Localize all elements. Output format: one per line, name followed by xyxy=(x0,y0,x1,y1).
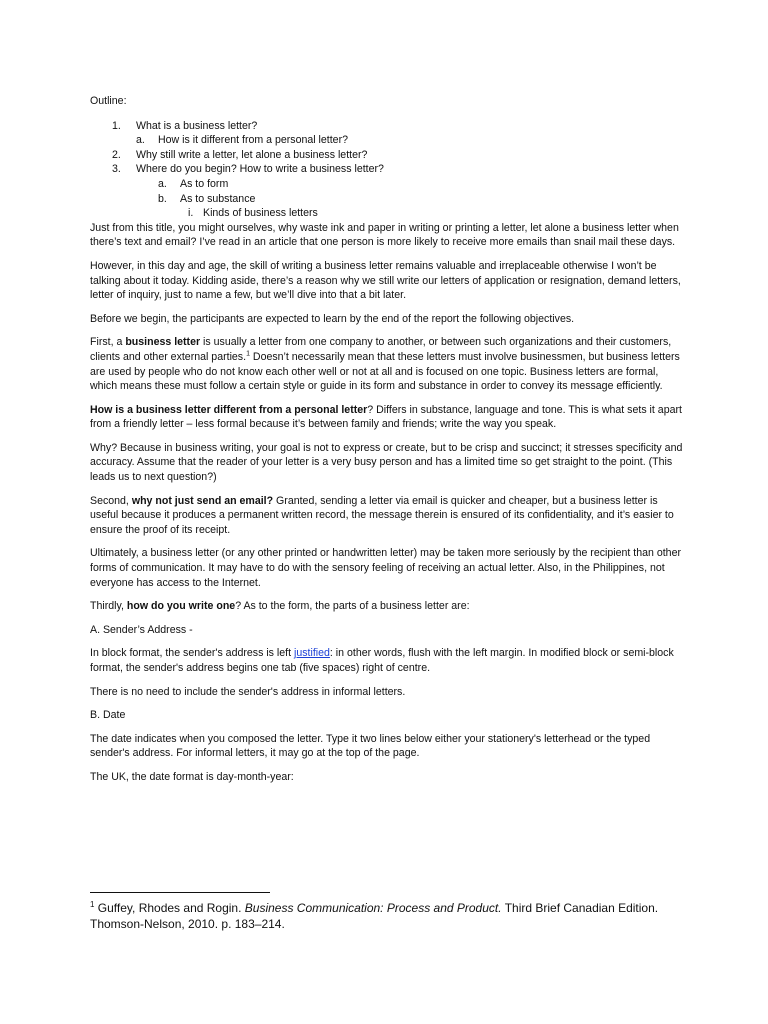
section-heading-date: B. Date xyxy=(90,709,126,722)
paragraph-objectives: Before we begin, the participants are expected to learn by the end of the report the following objectives. xyxy=(90,312,575,325)
outline-text: As to form xyxy=(180,177,229,190)
text-run: Thirdly, xyxy=(90,600,127,613)
document-page xyxy=(90,94,684,794)
paragraph-why: Why? Because in business writing, your goal is not to express or create, but to be crisp and succinct; it stresses specificity and accuracy. Assume that the reader of your letter is a very busy person and has a limited time so get straight to the point. (This leads us to next question?) xyxy=(90,441,683,484)
text-run: ? As to the form, the parts of a business letter are: xyxy=(235,600,470,613)
text-run: First, a xyxy=(90,336,126,349)
paragraph-date-indicates: The date indicates when you composed the letter. Type it two lines below either your stationery's letterhead or the typed sender's address. For informal letters, it may go at the top of the page. xyxy=(90,732,651,760)
footnote-separator xyxy=(90,892,270,893)
outline-list xyxy=(90,119,684,221)
outline-item xyxy=(90,133,684,148)
paragraph-second xyxy=(90,494,684,538)
outline-number: a. xyxy=(158,177,167,190)
text-run: Second, xyxy=(90,494,132,507)
outline-item xyxy=(90,177,684,192)
outline-number: i. xyxy=(188,207,194,220)
paragraph-no-need: There is no need to include the sender's address in informal letters. xyxy=(90,685,406,698)
footnote-number: 1 xyxy=(90,900,95,909)
justified-link[interactable]: justified xyxy=(294,647,330,660)
outline-text: How is it different from a personal letter? xyxy=(158,134,348,147)
paragraph-however: However, in this day and age, the skill of writing a business letter remains valuable and irreplaceable otherwise I won’t be talking about it today. Kidding aside, there’s a reason why we still write our letters of application or resignation, demand letters, letter of inquiry, just to name a few, but we’ll dive into that a bit later. xyxy=(90,259,681,302)
bold-term: How is a business letter different from a personal letter xyxy=(90,403,368,416)
paragraph-first xyxy=(90,335,684,393)
outline-number: 1. xyxy=(112,119,121,132)
outline-text: Kinds of business letters xyxy=(203,207,318,220)
outline-item xyxy=(90,192,684,207)
outline-item xyxy=(90,162,684,177)
outline-item xyxy=(90,148,684,163)
paragraph-block-format xyxy=(90,646,684,675)
footnote-book-title: Business Communication: Process and Product. xyxy=(244,901,502,915)
text-run: is usually a letter from one company to another, or between such organizations and their customers, clients and other external parties. xyxy=(90,336,672,363)
footnote-authors: Guffey, Rhodes and Rogin. xyxy=(94,901,245,915)
outline-item xyxy=(90,206,684,221)
footnote-ref[interactable]: 1 xyxy=(246,350,250,358)
outline-number: 3. xyxy=(112,163,121,176)
text-run: ? Differs in substance, language and tone. This is what sets it apart from a friendly letter – less formal because it’s between family and friends; write the way you speak. xyxy=(90,403,682,431)
outline-item xyxy=(90,119,684,134)
outline-number: 2. xyxy=(112,148,121,161)
outline-number: b. xyxy=(158,192,167,205)
text-run: : in other words, flush with the left margin. In modified block or semi-block format, the sender's address begins one tab (five spaces) right of centre. xyxy=(90,647,674,674)
outline-text: Where do you begin? How to write a business letter? xyxy=(136,163,384,176)
footnote xyxy=(90,901,690,932)
text-run: Doesn’t necessarily mean that these letters must involve businessmen, but business letters are used by people who do not know each other well or not at all and is focused on one topic. Business letters are formal, which means these must follow a certain style or guide in its form and substance in order to convey its message efficiently. xyxy=(90,350,680,393)
outline-heading: Outline: xyxy=(90,95,127,107)
footnote-rest: Third Brief Canadian Edition. Thomson-Nelson, 2010. p. 183–214. xyxy=(90,901,659,931)
outline-text: What is a business letter? xyxy=(136,119,258,132)
outline-text: As to substance xyxy=(180,192,256,205)
paragraph-ultimately: Ultimately, a business letter (or any other printed or handwritten letter) may be taken more seriously by the recipient than other forms of communication. It may have to do with the sensory feeling of receiving an actual letter. Also, in the Philippines, not everyone has access to the Internet. xyxy=(90,547,681,589)
paragraph-intro: Just from this title, you might ourselves, why waste ink and paper in writing or printing a letter, let alone a business letter when there’s text and email? I’ve read in an article that one person is more likely to receive more emails than snail mail these days. xyxy=(90,221,679,249)
paragraph-uk-format: The UK, the date format is day-month-year: xyxy=(90,770,294,783)
section-heading-senders-address: A. Sender’s Address - xyxy=(90,623,193,636)
outline-text: Why still write a letter, let alone a business letter? xyxy=(136,148,368,161)
outline-number: a. xyxy=(136,134,145,147)
bold-term: how do you write one xyxy=(126,600,236,613)
text-run: In block format, the sender's address is left xyxy=(90,647,294,660)
bold-term: why not just send an email? xyxy=(131,494,274,507)
text-run: Granted, sending a letter via email is quicker and cheaper, but a business letter is useful because it produces a permanent written record, the message therein is ensured of its confidentiality, and it’s easier to ensure the proof of its receipt. xyxy=(90,494,674,536)
paragraph-different xyxy=(90,403,684,432)
paragraph-thirdly xyxy=(90,599,684,614)
bold-term: business letter xyxy=(125,336,201,349)
